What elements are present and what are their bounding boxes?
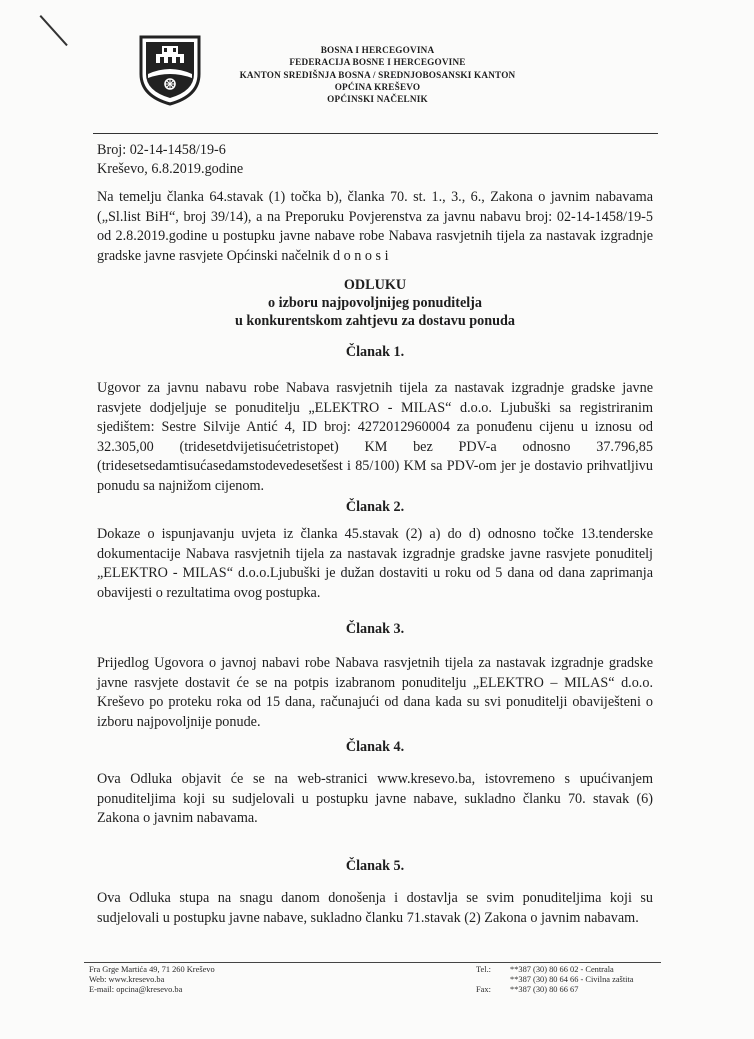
letterhead-line: OPĆINA KREŠEVO — [334, 81, 421, 92]
coat-of-arms-icon — [138, 34, 202, 106]
footer-fax-label: Fax: — [476, 984, 491, 994]
footer-tel-label: Tel.: — [476, 965, 491, 974]
footer-email: E-mail: opcina@kresevo.ba — [89, 984, 183, 994]
title-line: u konkurentskom zahtjevu za dostavu ponuda — [234, 313, 516, 329]
article-1-heading: Članak 1. — [345, 344, 405, 360]
footer-fax: **387 (30) 80 66 67 — [510, 984, 579, 994]
letterhead-line: BOSNA I HERCEGOVINA — [320, 45, 435, 55]
pen-mark — [40, 15, 68, 46]
article-3-text: Prijedlog Ugovora o javnoj nabavi robe Nabava rasvjetnih tijela za nastavak izgradnje gradske javne rasvjete dostavit će se na potpis izabranom ponuditelju „ELEKTRO – MILAS“ d.o.o. Kreševo po proteku roka od 15 dana, računajući od dana kada su svi ponuditelji obaviješteni o izboru najpovoljnije ponude. — [97, 655, 653, 730]
footer-divider — [84, 962, 661, 963]
header-divider — [93, 133, 658, 134]
document-number: Broj: 02-14-1458/19-6 — [97, 142, 226, 158]
title-line: ODLUKU — [343, 277, 407, 293]
letterhead-line: FEDERACIJA BOSNE I HERCEGOVINE — [289, 57, 466, 68]
article-4-heading: Članak 4. — [345, 739, 405, 755]
letterhead-line: OPĆINSKI NAČELNIK — [327, 94, 428, 105]
footer-web: Web: www.kresevo.ba — [89, 974, 165, 984]
footer-address-block — [89, 965, 215, 994]
article-4-text: Ova Odluka objavit će se na web-stranici www.kresevo.ba, istovremeno s upućivanjem ponuditeljima koji su sudjelovali u postupku javne nabave, sukladno članku 70. stavak (6) Zakona o javnim nabavama. — [97, 771, 653, 827]
letterhead-line: KANTON SREDIŠNJA BOSNA / SREDNJOBOSANSKI KANTON — [239, 69, 516, 80]
footer-tel-1: **387 (30) 80 66 02 - Centrala — [510, 965, 614, 974]
article-5-text: Ova Odluka stupa na snagu danom donošenja i dostavlja se svim ponuditeljima koji su sudjelovali u postupku javne nabave, sukladno članku 71.stavak (2) Zakona o javnim nabavam. — [97, 890, 653, 926]
document-title — [97, 276, 653, 330]
footer-contact-block — [476, 965, 634, 994]
article-2-heading: Članak 2. — [345, 499, 405, 515]
title-line: o izboru najpovoljnijeg ponuditelja — [267, 295, 483, 311]
document-place-date: Kreševo, 6.8.2019.godine — [97, 161, 244, 177]
article-3-heading: Članak 3. — [345, 621, 405, 637]
letterhead — [200, 44, 555, 105]
intro-paragraph: Na temelju članka 64.stavak (1) točka b), članka 70. st. 1., 3., 6., Zakona o javnim nabavama („Sl.list BiH“, broj 39/14), a na Preporuku Povjerenstva za javnu nabavu broj: 02-14-1458/19-5 od 2.8.2019.godine u postupku javne nabave robe Nabava rasvjetnih tijela za nastavak izgradnje gradske javne rasvjete Općinski načelnik d o n o s i — [97, 189, 653, 264]
footer-address: Fra Grge Martića 49, 71 260 Kreševo — [89, 965, 215, 974]
article-1-text: Ugovor za javnu nabavu robe Nabava rasvjetnih tijela za nastavak izgradnje gradske javne rasvjete dodjeljuje se ponuditelju „ELEKTRO - MILAS“ d.o.o. Ljubuški sa registriranim sjedištem: Sestre Silvije Antić 4, ID broj: 4272012960004 za ponuđenu cijenu u iznosu od 32.305,00 (tridesetdvijetisućetristopet) KM bez PDV-a odnosno 37.796,85 (tridesetsedamtisućasedamstodevedesetšest i 85/100) KM sa PDV-om jer je dostavio prihvatljivu ponudu sa najnižom cijenom. — [97, 380, 653, 494]
article-5-heading: Članak 5. — [345, 858, 405, 874]
footer-tel-2: **387 (30) 80 64 66 - Civilna zaštita — [510, 974, 634, 984]
article-2-text: Dokaze o ispunjavanju uvjeta iz članka 45.stavak (2) a) do d) odnosno točke 13.tenderske dokumentacije Nabava rasvjetnih tijela za nastavak izgradnje gradske javne rasvjete ponuditelj „ELEKTRO - MILAS“ d.o.o.Ljubuški je dužan dostaviti u roku od 5 dana od dana zaprimanja obavijesti o rezultatima ovog postupka. — [97, 526, 653, 601]
document-meta — [97, 141, 243, 179]
